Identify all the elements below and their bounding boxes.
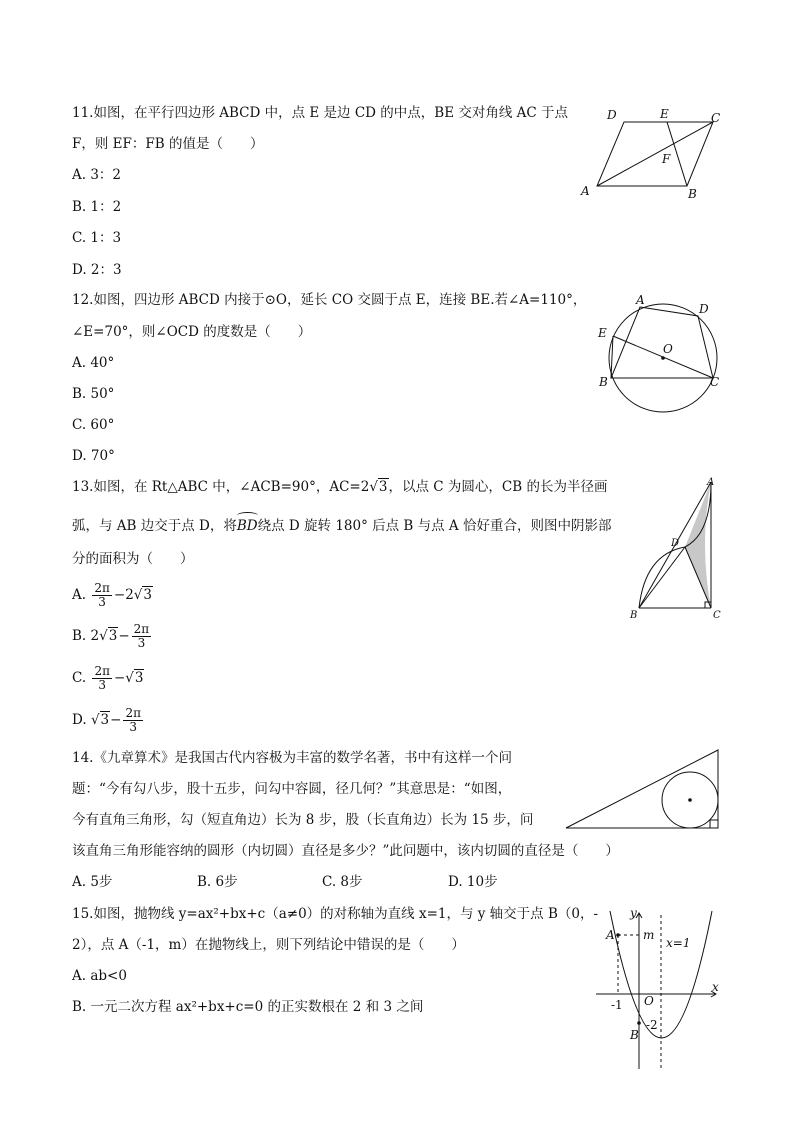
q11-parallelogram-figure (575, 103, 725, 203)
q13-stem-line3: 分的面积为（ ） (72, 551, 194, 567)
q15-label-b: B (630, 1028, 639, 1042)
q12-label-a: A (636, 293, 645, 307)
q13-arc-bd: BD (236, 518, 258, 534)
q13-stem-line1-a: 13.如图，在 Rt△ABC 中，∠ACB=90°，AC=2 (72, 479, 370, 495)
q13-label-b: B (630, 610, 638, 621)
q12-label-e: E (598, 326, 607, 340)
q15-label-neg1: -1 (611, 998, 623, 1012)
q11-label-a: A (581, 184, 590, 198)
q14-incircle-figure (562, 746, 722, 834)
q15-label-x: x (712, 980, 719, 994)
q12-circle-figure (590, 290, 730, 420)
q15-label-axis: x=1 (666, 936, 691, 950)
q12-label-o: O (663, 342, 673, 356)
q12-option-c: C. 60° (72, 417, 115, 433)
q12-option-a: A. 40° (72, 355, 115, 371)
q12-label-b: B (599, 375, 608, 389)
q14-stem-line2: 题：“今有勾八步，股十五步，问勾中容圆，径几何？”其意思是：“如图， (72, 781, 512, 797)
q13-arc-mark (237, 512, 258, 519)
q15-stem-line1: 15.如图，抛物线 y=ax²+bx+c（a≠0）的对称轴为直线 x=1，与 y 轴交于点 B（0，- (72, 906, 599, 922)
q14-stem-line4: 该直角三角形能容纳的圆形（内切圆）直径是多少？”此问题中，该内切圆的直径是（ ） (72, 843, 619, 859)
q14-option-a: A. 5步 (72, 874, 113, 890)
q15-stem-line2: 2），点 A（-1，m）在抛物线上，则下列结论中错误的是（ ） (72, 937, 465, 953)
q13-option-c: C. $\frac{2\pi}{3}$ −√3 (72, 664, 144, 692)
q15-label-o: O (644, 994, 654, 1008)
q11-stem-line2: F，则 EF：FB 的值是（ ） (72, 136, 264, 152)
q14-stem-line1: 14.《九章算术》是我国古代内容极为丰富的数学名著，书中有这样一个问 (72, 750, 512, 766)
q12-label-d: D (699, 302, 709, 316)
q13-stem-line2-b: 绕点 D 旋转 180° 后点 B 与点 A 恰好重合，则图中阴影部 (257, 518, 612, 534)
q11-label-b: B (688, 187, 697, 201)
q13-label-d: D (671, 538, 680, 549)
q11-label-c: C (711, 111, 721, 125)
q13-label-a: A (707, 477, 715, 488)
q13-option-b-letter: B. (72, 628, 87, 644)
q11-option-a: A. 3：2 (72, 167, 122, 183)
q11-label-e: E (660, 107, 669, 121)
q11-option-b: B. 1：2 (72, 199, 122, 215)
q13-option-b: B. 2√3− $\frac{2\pi}{3}$ (72, 622, 150, 650)
q13-option-a-fraction: $\frac{2\pi}{3}$ (94, 581, 110, 609)
q13-stem-line1-b: ，以点 C 为圆心，CB 的长为半径画 (388, 479, 608, 495)
q15-option-b: B. 一元二次方程 ax²+bx+c=0 的正实数根在 2 和 3 之间 (72, 999, 424, 1015)
q15-label-neg2: -2 (646, 1018, 658, 1032)
q15-label-a: A (606, 928, 615, 942)
q11-label-f: F (662, 152, 671, 166)
q13-stem-line2 (72, 514, 611, 535)
q14-option-c: C. 8步 (322, 874, 363, 890)
q13-option-a-letter: A. (72, 587, 87, 603)
q15-label-m: m (643, 928, 655, 942)
q12-label-c: C (710, 375, 720, 389)
q13-stem-line1 (72, 478, 607, 496)
q13-label-c: C (713, 610, 721, 621)
q13-option-c-letter: C. (72, 670, 87, 686)
q11-stem-line1: 11.如图，在平行四边形 ABCD 中，点 E 是边 CD 的中点，BE 交对角线 AC 于点 (72, 105, 569, 121)
q13-option-a: A. $\frac{2\pi}{3}$ −2√3 (72, 581, 152, 609)
q15-parabola-figure (592, 905, 727, 1075)
q12-stem-line2: ∠E=70°，则∠OCD 的度数是（ ） (72, 324, 312, 340)
q14-option-d: D. 10步 (448, 874, 498, 890)
q13-option-b-fraction: $\frac{2\pi}{3}$ (133, 622, 150, 650)
q11-option-d: D. 2：3 (72, 262, 122, 278)
q13-stem-line2-a: 弧，与 AB 边交于点 D，将 (72, 518, 237, 534)
q13-option-d-fraction: $\frac{2\pi}{3}$ (125, 706, 141, 734)
q15-option-a: A. ab<0 (72, 968, 127, 984)
q13-triangle-figure (625, 474, 730, 622)
q13-option-d: D. √3− $\frac{2\pi}{3}$ (72, 706, 141, 734)
q12-stem-line1: 12.如图，四边形 ABCD 内接于⊙O，延长 CO 交圆于点 E，连接 BE.若∠A=110°， (72, 292, 587, 308)
q14-option-b: B. 6步 (197, 874, 238, 890)
q12-option-b: B. 50° (72, 386, 115, 402)
q11-label-d: D (607, 108, 617, 122)
q13-radicand: 3 (378, 479, 388, 495)
q11-option-c: C. 1：3 (72, 230, 122, 246)
q13-option-d-letter: D. (72, 712, 87, 728)
q14-options (72, 873, 498, 891)
q15-label-y: y (630, 906, 637, 920)
q13-option-c-fraction: $\frac{2\pi}{3}$ (94, 664, 110, 692)
q12-option-d: D. 70° (72, 448, 115, 464)
q14-stem-line3: 今有直角三角形，勾（短直角边）长为 8 步，股（长直角边）长为 15 步，问 (72, 812, 534, 828)
q13-sqrt: √3 (369, 479, 388, 495)
